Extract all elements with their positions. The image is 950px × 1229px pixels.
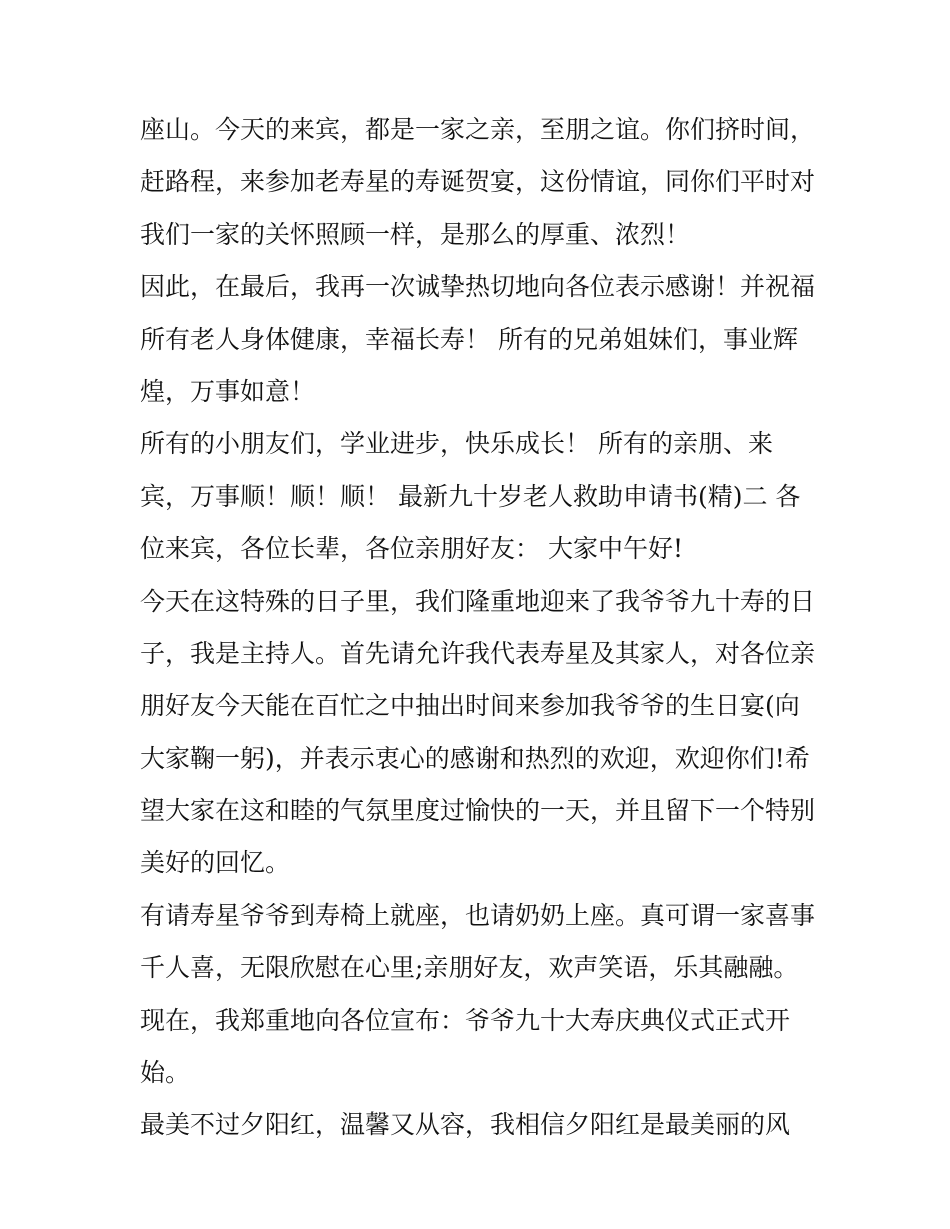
text-line: 有请寿星爷爷到寿椅上就座，也请奶奶上座。真可谓一家喜事 xyxy=(140,900,816,930)
text-line: 大家鞠一躬)，并表示衷心的感谢和热烈的欢迎，欢迎你们!希 xyxy=(140,743,810,773)
text-line: 美好的回忆。 xyxy=(140,848,291,878)
text-line: 煌，万事如意！ xyxy=(140,376,316,406)
text-line: 千人喜，无限欣慰在心里;亲朋好友，欢声笑语，乐其融融。 xyxy=(140,953,799,983)
text-line: 始。 xyxy=(140,1058,191,1088)
text-line: 因此，在最后，我再一次诚挚热切地向各位表示感谢！并祝福 xyxy=(140,272,816,302)
text-line: 所有的小朋友们，学业进步，快乐成长！ 所有的亲朋、来 xyxy=(140,429,773,459)
text-line: 所有老人身体健康，幸福长寿！ 所有的兄弟姐妹们，事业辉 xyxy=(140,324,798,354)
text-line: 望大家在这和睦的气氛里度过愉快的一天，并且留下一个特别 xyxy=(140,796,816,826)
text-line: 朋好友今天能在百忙之中抽出时间来参加我爷爷的生日宴(向 xyxy=(140,691,800,721)
text-line: 赶路程，来参加老寿星的寿诞贺宴，这份情谊，同你们平时对 xyxy=(140,167,816,197)
text-line: 宾，万事顺！顺！顺！ 最新九十岁老人救助申请书(精)二 各 xyxy=(140,481,801,511)
text-line: 座山。今天的来宾，都是一家之亲，至朋之谊。你们挤时间， xyxy=(140,115,816,144)
text-line: 位来宾，各位长辈，各位亲朋好友： 大家中午好! xyxy=(140,534,683,564)
text-line: 最美不过夕阳红，温馨又从容，我相信夕阳红是最美丽的风 xyxy=(140,1110,791,1140)
text-line: 现在，我郑重地向各位宣布：爷爷九十大寿庆典仪式正式开 xyxy=(140,1005,791,1035)
text-line: 子，我是主持人。首先请允许我代表寿星及其家人，对各位亲 xyxy=(140,638,816,668)
text-line: 我们一家的关怀照顾一样，是那么的厚重、浓烈！ xyxy=(140,219,691,249)
body-text xyxy=(140,104,830,1152)
text-line: 今天在这特殊的日子里，我们隆重地迎来了我爷爷九十寿的日 xyxy=(140,586,816,616)
